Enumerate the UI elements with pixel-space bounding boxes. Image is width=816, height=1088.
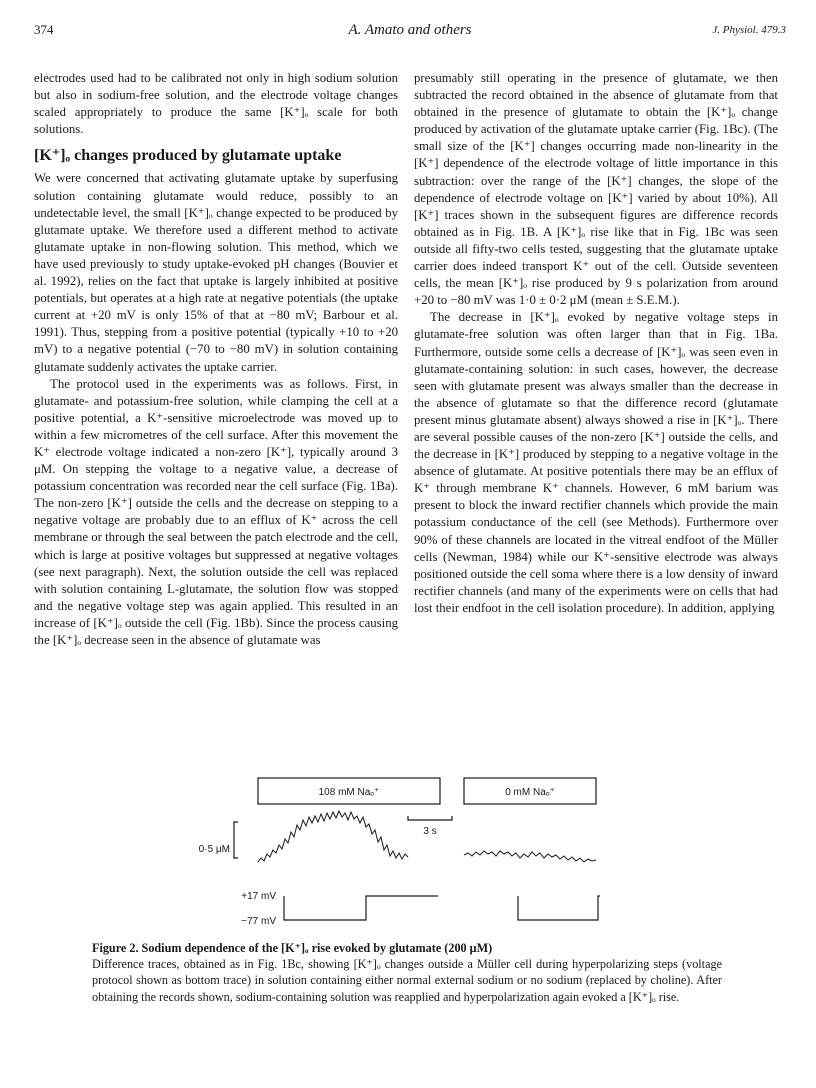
paragraph: We were concerned that activating glutamate uptake by superfusing solution containing glutamate would reduce, possibly to an undetectable level, the small [K⁺]ₒ change expected to be produced by glutamate uptake. We therefore used a different method to activate glutamate uptake in non-flowing solution. This method, which we have used previously to study uptake-evoked pH changes (Bouvier et al. 1992), relies on the fact that uptake is largely inhibited at positive potentials, but operates at a high rate at negative potentials (the uptake current at +20 mV is only 15% of that at −80 mV; Barbour et al. 1991). Thus, stepping from a positive potential (typically +10 to +20 mV) to a negative potential (−70 to −80 mV) in solution containing glutamate suddenly activates the uptake carrier.	[34, 171, 398, 374]
journal-citation: J. Physiol. 479.3	[712, 24, 786, 36]
section-heading: [K⁺]ₒ changes produced by glutamate uptake	[34, 147, 342, 165]
paragraph: The decrease in [K⁺]ₒ evoked by negative voltage steps in glutamate-free solution was often larger than that in Fig. 1Ba. Furthermore, outside some cells a decrease of [K⁺]ₒ was seen even in glutamate-containing solution: in such cases, however, the decrease seen with glutamate present was always smaller than the decrease in the absence of glutamate so that the difference record (glutamate present minus glutamate absent) always showed a rise in [K⁺]ₒ. There are several possible causes of the non-zero [K⁺] outside the cells, and the decrease in [K⁺] produced by stepping to a negative voltage in the absence of glutamate. At positive potentials there may be an efflux of K⁺ through membrane K⁺ channels. However, 6 mM barium was present to block the inward rectifier channels which provide the main potassium conductance of the cell (see Methods). Furthermore over 90% of these channels are located in the vitreal endfoot of the Müller cells (Newman, 1984) while our K⁺-sensitive electrode was always positioned outside the cell soma where there is a low density of inward rectifier channels (and many of the experiments were on cells that had lost their endfoot in the cell isolation procedure). In addition, applying	[414, 310, 778, 615]
trace-with-sodium	[258, 811, 408, 862]
conc-scale-bar	[234, 822, 238, 858]
running-head: A. Amato and others	[348, 22, 472, 38]
time-scale-label: 3 s	[423, 826, 437, 837]
trace-without-sodium	[464, 851, 596, 862]
paragraph: electrodes used had to be calibrated not only in high sodium solution but also in sodium-free solution, and the electrode voltage changes scaled appropriately to produce the same [K⁺]ₒ scale for both solutions.	[34, 71, 398, 137]
figure-2-svg	[180, 770, 610, 940]
page-number: 374	[34, 22, 54, 37]
paragraph: The protocol used in the experiments was as follows. First, in glutamate- and potassium-free solution, while clamping the cell at a positive potential, a K⁺-sensitive microelectrode was moved up to within a few micrometres of the cell surface. After this movement the K⁺ electrode voltage indicated a non-zero [K⁺], typically around 3 μM. On stepping the voltage to a negative value, a decrease of potassium concentration was recorded near the cell surface (Fig. 1Ba). The non-zero [K⁺] outside the cells and the decrease on stepping to a negative voltage are probably due to an efflux of K⁺ across the cell membrane or through the seal between the patch electrode and the cell, which is large at positive voltages but suppressed at negative voltages (see next paragraph). Next, the solution outside the cell was replaced with solution containing L-glutamate, the solution flow was stopped and the negative voltage step was again applied. This resulted in an increase of [K⁺]ₒ outside the cell (Fig. 1Bb). Since the process causing the [K⁺]ₒ decrease seen in the absence of glutamate was	[34, 376, 398, 647]
sodium-box-right-label: 0 mM Naₒ⁺	[505, 787, 555, 798]
voltage-low-label: −77 mV	[241, 916, 276, 927]
sodium-box-left-label: 108 mM Naₒ⁺	[318, 787, 380, 798]
voltage-high-label: +17 mV	[241, 891, 276, 902]
figure-2	[180, 770, 610, 940]
figure-caption	[92, 940, 722, 1005]
left-column	[34, 70, 398, 649]
conc-scale-label: 0·5 μM	[198, 844, 230, 855]
voltage-protocol-trace	[284, 896, 438, 920]
paragraph: presumably still operating in the presence of glutamate, we then subtracted the record obtained in the absence of glutamate from that obtained in the presence of glutamate to obtain the [K⁺]ₒ change produced by activation of the glutamate uptake carrier (Fig. 1Bc). (The small size of the [K⁺] changes occurring made non-linearity in the [K⁺] dependence of the electrode voltage of little importance in this subtraction: over the range of the [K⁺] changes, the slope of the dependence of electrode voltage on [K⁺] varied by about 10%). All [K⁺] traces shown in the subsequent figures are difference records obtained as in Fig. 1B. A [K⁺]ₒ rise like that in Fig. 1Bc was seen outside all fifty-two cells tested, suggesting that the glutamate uptake carrier does indeed transport K⁺ out of the cell. Outside seventeen cells, the mean [K⁺]ₒ rise produced by 9 s polarization from around +20 to −80 mV was 1·0 ± 0·2 μM (mean ± S.E.M.).	[414, 71, 778, 308]
caption-body: Difference traces, obtained as in Fig. 1Bc, showing [K⁺]ₒ changes outside a Müller cell during hyperpolarizing steps (voltage protocol shown as bottom trace) in solution containing either normal external sodium or no sodium (replaced by choline). After obtaining the records shown, sodium-containing solution was reapplied and hyperpolarization again evoked a [K⁺]ₒ rise.	[92, 957, 722, 1004]
right-column	[414, 70, 778, 617]
voltage-protocol-trace	[518, 896, 600, 920]
caption-title: Figure 2. Sodium dependence of the [K⁺]ₒ rise evoked by glutamate (200 μM)	[92, 941, 493, 955]
page-header	[34, 22, 786, 44]
time-scale-bar	[408, 816, 452, 820]
